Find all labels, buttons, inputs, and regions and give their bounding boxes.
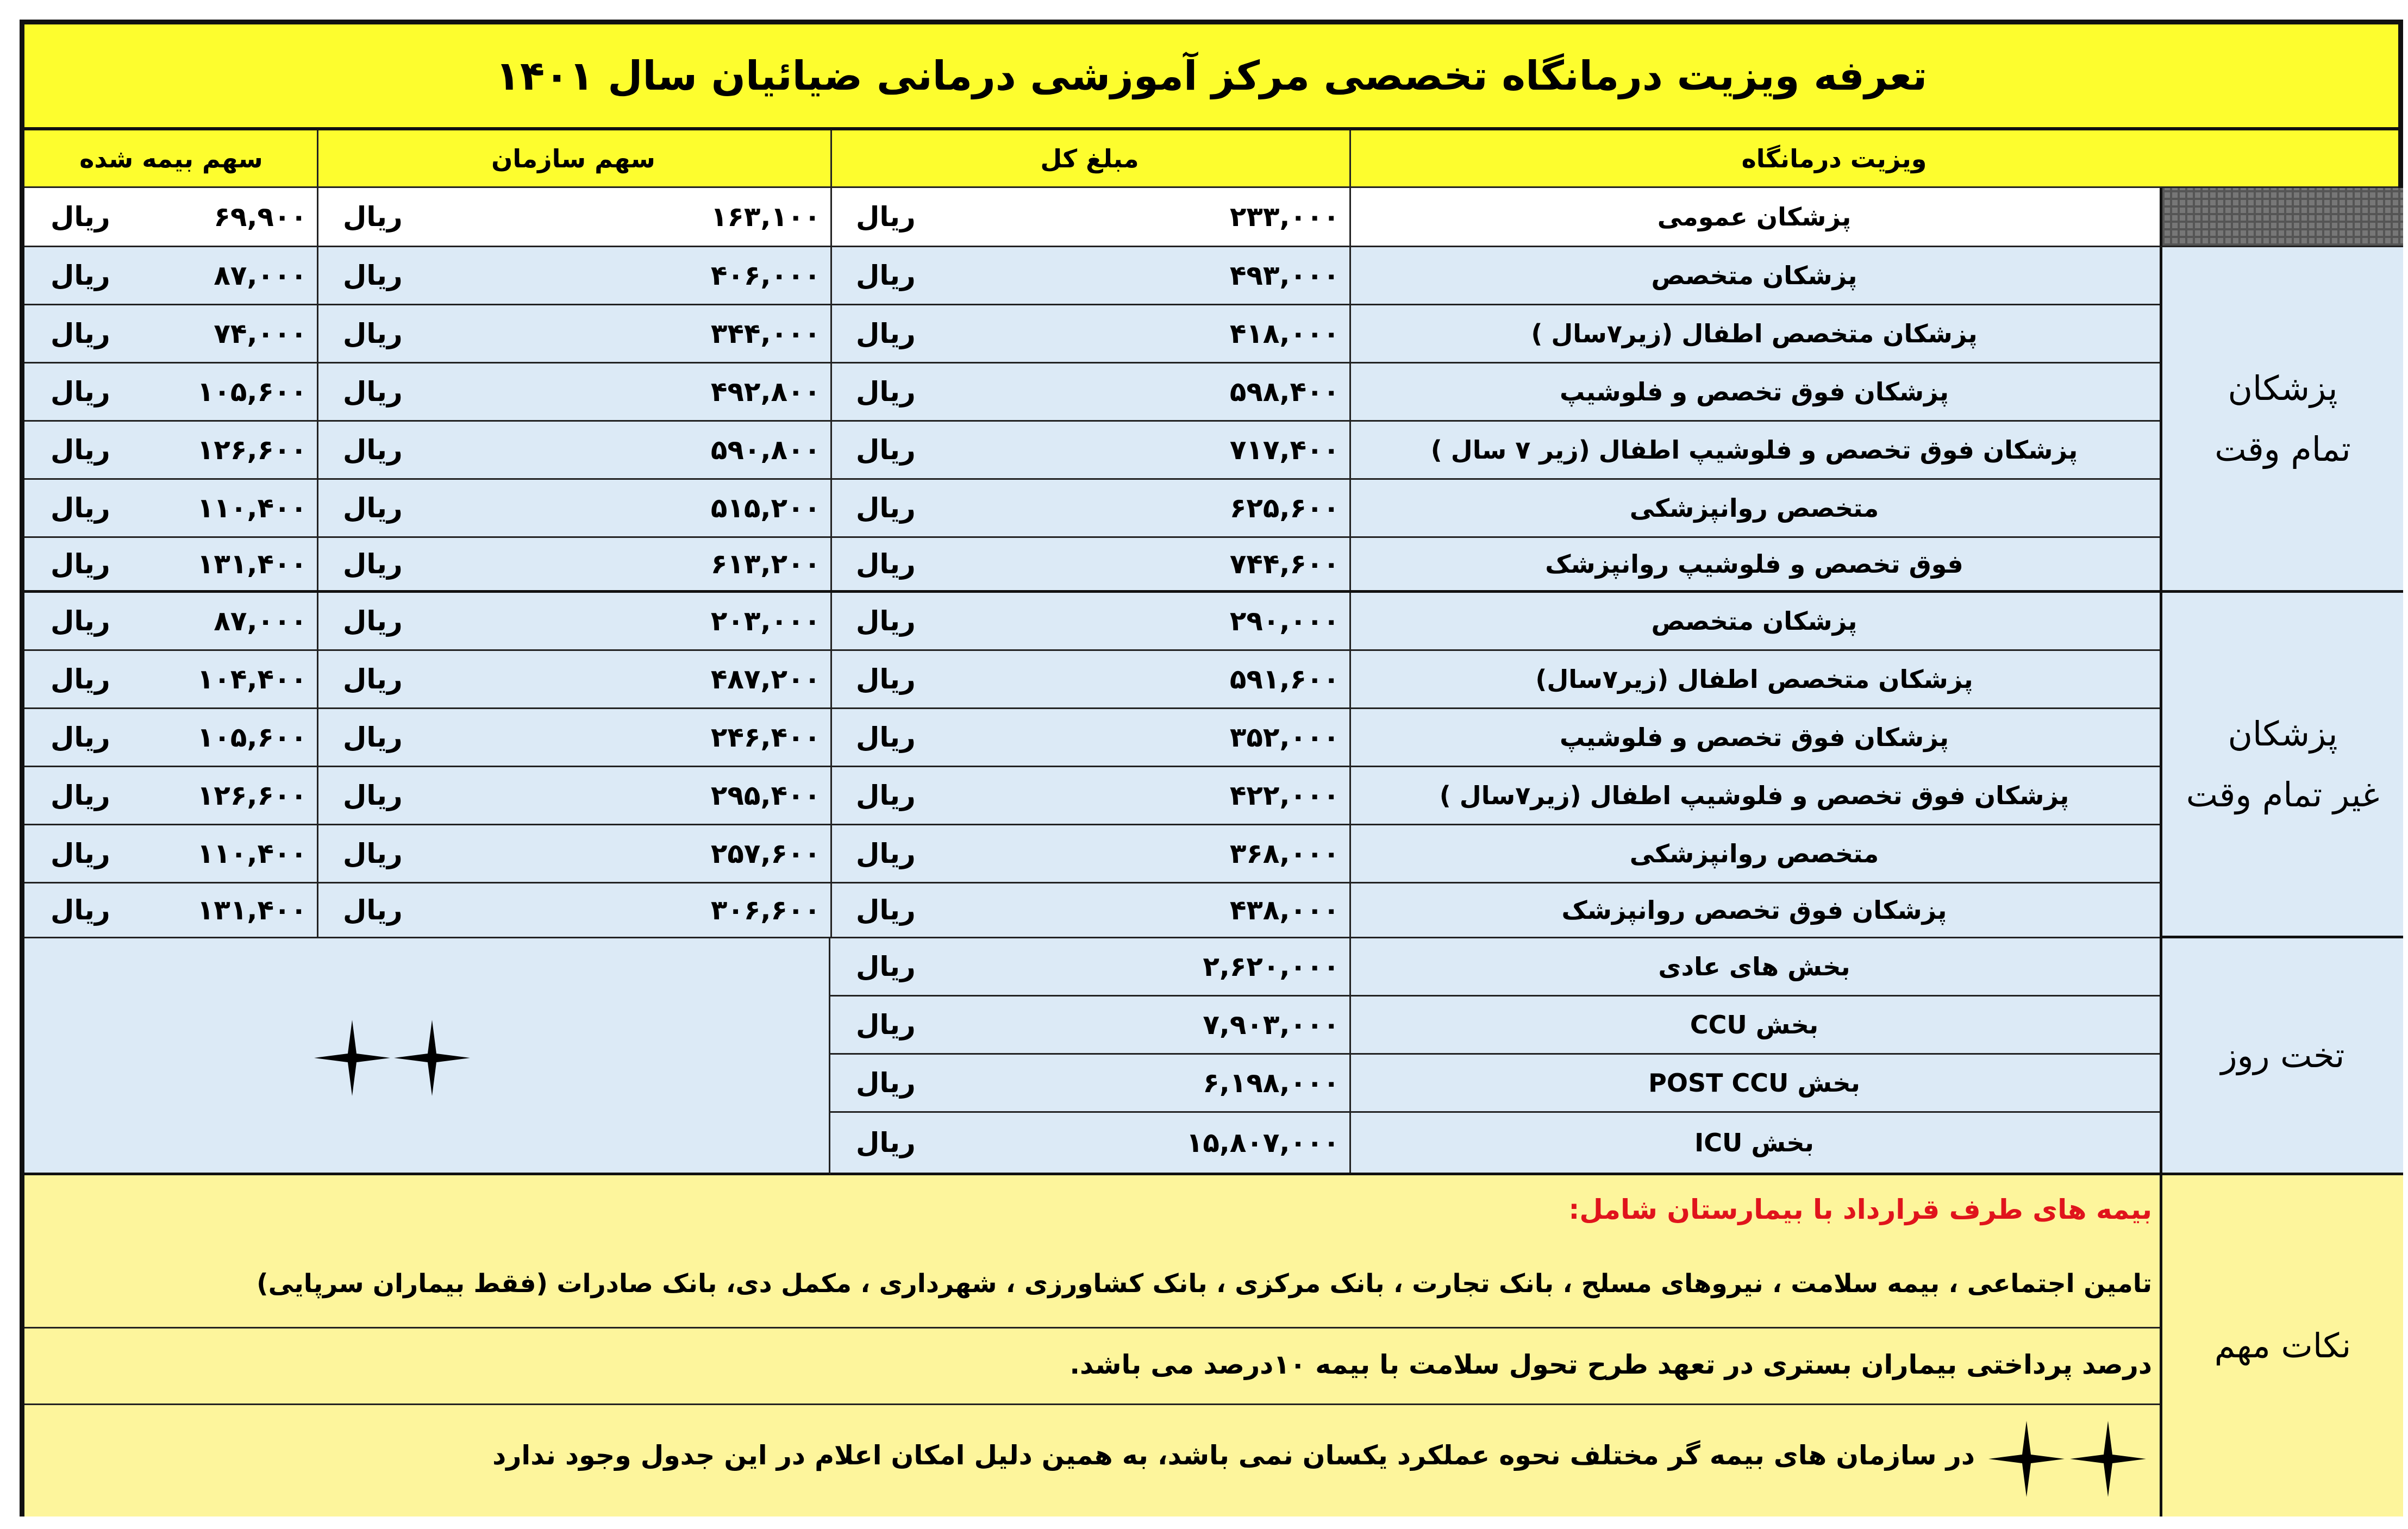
currency-label: ریال [51, 260, 110, 291]
header-total-amount: مبلغ کل [1040, 143, 1139, 173]
bed-day-row [830, 997, 2160, 1055]
visit-type-label: پزشکان فوق تخصص و فلوشیپ اطفال (زیر۷سال ) [1439, 781, 2069, 810]
bed-total-value: ۷,۹۰۳,۰۰۰ [1203, 1009, 1340, 1041]
currency-label: ریال [51, 780, 110, 811]
bed-day-row [830, 1113, 2160, 1175]
currency-label: ریال [51, 548, 110, 580]
currency-label: ریال [856, 1067, 916, 1099]
organization-share-value: ۵۹۰,۸۰۰ [710, 434, 821, 466]
currency-label: ریال [856, 434, 916, 466]
total-amount-value: ۴۹۳,۰۰۰ [1229, 260, 1340, 291]
currency-label: ریال [343, 260, 403, 291]
insured-share-value: ۱۰۵,۶۰۰ [197, 722, 307, 753]
star-icon [311, 1017, 393, 1099]
currency-label: ریال [856, 492, 916, 524]
organization-share-value: ۳۴۴,۰۰۰ [710, 318, 821, 349]
visit-type-label: فوق تخصص و فلوشیپ روانپزشک [1545, 549, 1963, 579]
total-amount-value: ۲۹۰,۰۰۰ [1229, 605, 1340, 637]
total-amount-value: ۳۵۲,۰۰۰ [1229, 722, 1340, 753]
bed-total-value: ۱۵,۸۰۷,۰۰۰ [1186, 1127, 1340, 1158]
table-row [24, 538, 2160, 593]
inpatient-text: درصد پرداختی بیماران بستری در تعهد طرح تحول سلامت با بیمه ۱۰درصد می باشد. [1069, 1349, 2152, 1380]
currency-label: ریال [51, 318, 110, 349]
organization-share-value: ۴۰۶,۰۰۰ [710, 260, 821, 291]
currency-label: ریال [51, 376, 110, 408]
page-title: تعرفه ویزیت درمانگاه تخصصی مرکز آموزشی درمانی ضیائیان سال ۱۴۰۱ [24, 24, 2398, 130]
visit-type-label: پزشکان فوق تخصص روانپزشک [1561, 895, 1947, 925]
currency-label: ریال [51, 722, 110, 753]
currency-label: ریال [856, 838, 916, 869]
organization-share-value: ۱۶۳,۱۰۰ [710, 201, 821, 233]
currency-label: ریال [343, 663, 403, 695]
insured-share-value: ۶۹,۹۰۰ [214, 201, 307, 233]
header-organization-share: سهم سازمان [491, 143, 655, 173]
organization-share-value: ۶۱۳,۲۰۰ [710, 548, 821, 580]
header-insured-share: سهم بیمه شده [79, 143, 263, 173]
table-row [24, 305, 2160, 364]
currency-label: ریال [51, 894, 110, 926]
bed-day-row [830, 938, 2160, 997]
total-amount-value: ۶۲۵,۶۰۰ [1229, 492, 1340, 524]
table-row [24, 825, 2160, 883]
table-row [24, 364, 2160, 422]
table-row [24, 247, 2160, 305]
organization-share-value: ۴۹۲,۸۰۰ [710, 376, 821, 408]
currency-label: ریال [856, 605, 916, 637]
total-amount-value: ۴۲۲,۰۰۰ [1229, 780, 1340, 811]
organization-share-value: ۴۸۷,۲۰۰ [710, 663, 821, 695]
visit-type-label: متخصص روانپزشکی [1629, 839, 1879, 868]
table-row [24, 593, 2160, 651]
visit-type-label: متخصص روانپزشکی [1629, 493, 1879, 523]
currency-label: ریال [856, 663, 916, 695]
currency-label: ریال [51, 201, 110, 233]
currency-label: ریال [856, 376, 916, 408]
total-amount-value: ۷۴۴,۶۰۰ [1229, 548, 1340, 580]
insured-share-value: ۱۱۰,۴۰۰ [197, 492, 307, 524]
currency-label: ریال [343, 434, 403, 466]
organization-share-value: ۲۰۳,۰۰۰ [710, 605, 821, 637]
category-bed-day: تخت روز [2160, 938, 2403, 1175]
currency-label: ریال [343, 201, 403, 233]
insurers-heading: بیمه های طرف قرارداد با بیمارستان شامل: [1568, 1194, 2152, 1225]
bed-day-row [830, 1055, 2160, 1113]
table-row [24, 480, 2160, 538]
currency-label: ریال [856, 260, 916, 291]
table-row [24, 188, 2160, 247]
currency-label: ریال [51, 663, 110, 695]
category-important-notes: نکات مهم [2160, 1175, 2403, 1517]
currency-label: ریال [51, 492, 110, 524]
category-full-time: پزشکان تمام وقت [2160, 247, 2403, 593]
table-header-row [24, 130, 2398, 188]
insured-share-value: ۸۷,۰۰۰ [214, 605, 307, 637]
bed-total-value: ۲,۶۲۰,۰۰۰ [1203, 951, 1340, 982]
currency-label: ریال [856, 1127, 916, 1158]
tariff-sheet [20, 20, 2403, 1517]
insured-share-value: ۱۲۶,۶۰۰ [197, 780, 307, 811]
star-icon [1986, 1418, 2067, 1500]
currency-label: ریال [856, 722, 916, 753]
currency-label: ریال [343, 838, 403, 869]
currency-label: ریال [343, 722, 403, 753]
currency-label: ریال [343, 376, 403, 408]
currency-label: ریال [343, 780, 403, 811]
currency-label: ریال [856, 201, 916, 233]
inpatient-note [24, 1329, 2160, 1405]
total-amount-value: ۴۱۸,۰۰۰ [1229, 318, 1340, 349]
category-part-time: پزشکان غیر تمام وقت [2160, 593, 2403, 938]
header-clinic-visit: ویزیت درمانگاه [1741, 143, 1927, 173]
table-row [24, 422, 2160, 480]
insured-share-value: ۱۰۴,۴۰۰ [197, 663, 307, 695]
currency-label: ریال [51, 434, 110, 466]
currency-label: ریال [856, 1009, 916, 1041]
varies-note [24, 1405, 2160, 1517]
currency-label: ریال [343, 318, 403, 349]
table-row [24, 651, 2160, 709]
total-amount-value: ۳۶۸,۰۰۰ [1229, 838, 1340, 869]
insurers-list: تامین اجتماعی ، بیمه سلامت ، نیروهای مسلح ، بانک تجارت ، بانک مرکزی ، بانک کشاورزی ، شهرداری ، مکمل دی، بانک صادرات (فقط بیماران سرپایی) [257, 1269, 2152, 1299]
currency-label: ریال [856, 780, 916, 811]
visit-type-label: پزشکان متخصص اطفال (زیر۷سال ) [1531, 319, 1978, 348]
ward-label: بخش POST CCU [1648, 1068, 1860, 1098]
currency-label: ریال [343, 605, 403, 637]
currency-label: ریال [343, 894, 403, 926]
currency-label: ریال [51, 838, 110, 869]
insured-share-value: ۱۲۶,۶۰۰ [197, 434, 307, 466]
visit-type-label: پزشکان فوق تخصص و فلوشیپ اطفال (زیر ۷ سال ) [1430, 435, 2078, 465]
total-amount-value: ۷۱۷,۴۰۰ [1229, 434, 1340, 466]
insured-share-value: ۸۷,۰۰۰ [214, 260, 307, 291]
currency-label: ریال [856, 548, 916, 580]
visit-type-label: پزشکان متخصص اطفال (زیر۷سال) [1535, 665, 1973, 694]
total-amount-value: ۵۹۸,۴۰۰ [1229, 376, 1340, 408]
currency-label: ریال [343, 548, 403, 580]
visit-type-label: پزشکان متخصص [1651, 606, 1857, 636]
visit-type-label: پزشکان عمومی [1657, 202, 1852, 231]
table-row [24, 767, 2160, 825]
star-icon [391, 1017, 473, 1099]
hatched-cell [2160, 188, 2403, 247]
organization-share-value: ۳۰۶,۶۰۰ [710, 894, 821, 926]
table-row [24, 709, 2160, 767]
star-icon [2067, 1418, 2149, 1500]
organization-share-value: ۲۵۷,۶۰۰ [710, 838, 821, 869]
organization-share-value: ۵۱۵,۲۰۰ [710, 492, 821, 524]
ward-label: بخش CCU [1690, 1010, 1819, 1039]
insured-share-value: ۱۱۰,۴۰۰ [197, 838, 307, 869]
varies-text: در سازمان های بیمه گر مختلف نحوه عملکرد یکسان نمی باشد، به همین دلیل امکان اعلام در این جدول وجود ندارد [492, 1440, 1975, 1471]
currency-label: ریال [343, 492, 403, 524]
currency-label: ریال [51, 605, 110, 637]
currency-label: ریال [856, 894, 916, 926]
insured-share-value: ۱۳۱,۴۰۰ [197, 548, 307, 580]
insured-share-value: ۷۴,۰۰۰ [214, 318, 307, 349]
visit-type-label: پزشکان فوق تخصص و فلوشیپ [1559, 377, 1949, 406]
total-amount-value: ۴۳۸,۰۰۰ [1229, 894, 1340, 926]
ward-label: بخش ICU [1694, 1128, 1814, 1157]
organization-share-value: ۲۴۶,۴۰۰ [710, 722, 821, 753]
total-amount-value: ۵۹۱,۶۰۰ [1229, 663, 1340, 695]
currency-label: ریال [856, 318, 916, 349]
visit-type-label: پزشکان متخصص [1651, 261, 1857, 290]
total-amount-value: ۲۳۳,۰۰۰ [1229, 201, 1340, 233]
insured-share-value: ۱۳۱,۴۰۰ [197, 894, 307, 926]
ward-label: بخش های عادی [1658, 952, 1850, 981]
bed-total-value: ۶,۱۹۸,۰۰۰ [1203, 1067, 1340, 1099]
bed-day-share-cell [24, 938, 830, 1175]
insured-share-value: ۱۰۵,۶۰۰ [197, 376, 307, 408]
insurers-note [24, 1175, 2160, 1329]
organization-share-value: ۲۹۵,۴۰۰ [710, 780, 821, 811]
currency-label: ریال [856, 951, 916, 982]
visit-type-label: پزشکان فوق تخصص و فلوشیپ [1559, 723, 1949, 752]
table-row [24, 883, 2160, 938]
